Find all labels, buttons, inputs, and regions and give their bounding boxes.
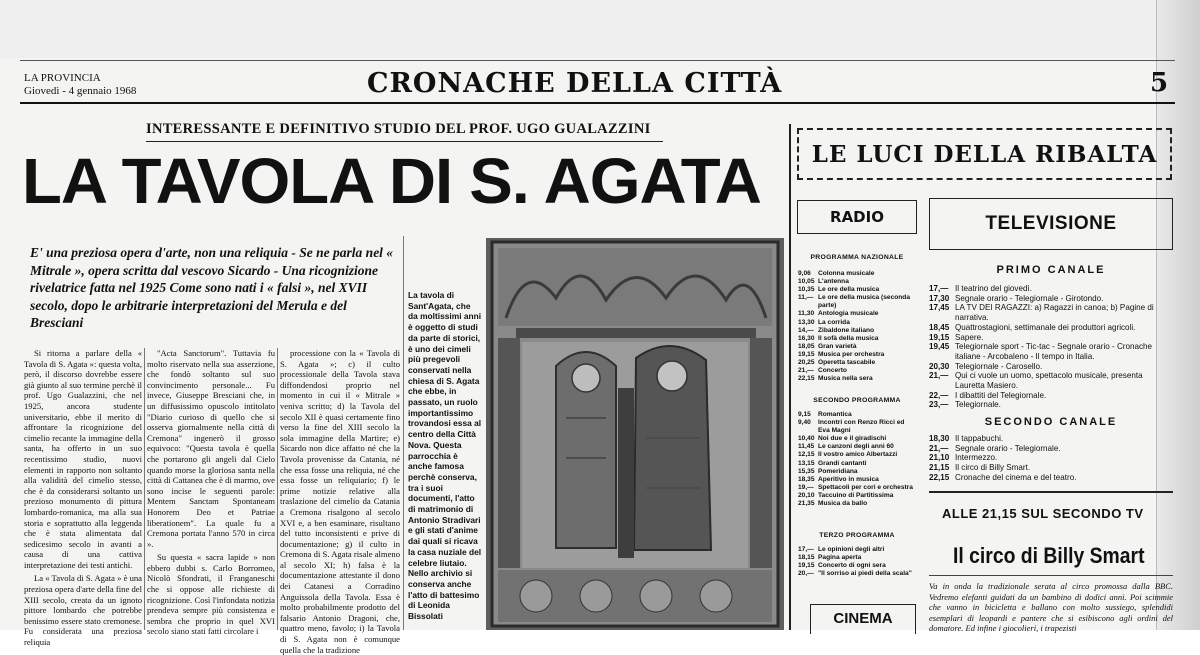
radio-third-row	[798, 546, 918, 554]
tv-first-row	[929, 294, 1173, 304]
tv-first-header: PRIMO CANALE	[996, 264, 1106, 276]
tv-first-time: 17,45	[929, 303, 950, 313]
radio-second-row	[798, 492, 918, 500]
tv-first-time: 23,—	[929, 400, 949, 410]
radio-second-time: 10,40	[798, 435, 815, 443]
tv-first-show: Segnale orario - Telegiornale - Girotondo.	[955, 293, 1104, 303]
radio-second-time: 13,15	[798, 459, 815, 467]
radio-third-time: 19,15	[798, 562, 815, 570]
radio-second-row	[798, 451, 918, 459]
radio-third-row	[798, 554, 918, 562]
column-divider	[144, 348, 145, 630]
article-headline: LA TAVOLA DI S. AGATA	[22, 145, 761, 217]
radio-national-time: 22,15	[798, 375, 815, 383]
masthead-left	[24, 72, 136, 98]
radio-national-time: 14,—	[798, 326, 814, 334]
feature-title: Il circo di Billy Smart	[953, 543, 1145, 568]
paragraph: La « Tavola di S. Agata » è una preziosa opera d'arte della fine del XIII secolo, creata da un ignoto pittore lombardo che potrebbe benissimo essere stato cremonese. Fu considerata una preziosa reliquia	[24, 573, 142, 648]
radio-national-row	[798, 270, 918, 278]
radio-national-row	[798, 319, 918, 327]
tv-first-show: Quattrostagioni, settimanale dei produttori agricoli.	[955, 322, 1136, 332]
radio-second-show: Romantica	[818, 411, 852, 418]
paragraph: Si ritorna a parlare della « Tavola di S. Agata »: questa volta, però, il discorso dovrebbe essere già giunto al suo termine perchè il prof. Ugo Gualazzini, che nel 1925, ancora studente universitario, ebbe il merito di affrontare la ricognizione del cimelio recante la immagine della santa, ha offerto in un suo recentissimo studio, nuovi elementi in rapporto non soltanto alla validità del cimelio stesso, che è da considerarsi soltanto un prezioso monumento di pittura lombardo-romanica, ma alla sua storia e soprattutto alla leggenda che è stata alimentata dal sedicesimo secolo in avanti a causa di una cattiva interpretazione dei testi antichi.	[24, 348, 142, 570]
tv-first-row	[929, 303, 1173, 322]
radio-second-row	[798, 435, 918, 443]
radio-national-row	[798, 343, 918, 351]
radio-national-time: 9,06	[798, 270, 811, 277]
radio-third-show: Le opinioni degli altri	[818, 546, 885, 553]
radio-second-show: Incontri con Renzo Ricci ed Eva Magni	[818, 419, 905, 435]
tv-first-time: 21,—	[929, 371, 949, 381]
radio-national-time: 20,25	[798, 359, 815, 367]
radio-national-time: 18,05	[798, 342, 815, 350]
article-kicker: INTERESSANTE E DEFINITIVO STUDIO DEL PROF. UGO GUALAZZINI	[146, 121, 651, 137]
radio-national-time: 11,30	[798, 310, 815, 318]
tv-second-time: 21,—	[929, 443, 949, 453]
radio-second-row	[798, 460, 918, 468]
radio-national-time: 10,05	[798, 278, 815, 286]
radio-national-time: 19,15	[798, 350, 815, 358]
radio-second-show: Musica da ballo	[818, 500, 868, 508]
tv-first-show: Il teatrino del giovedì.	[955, 284, 1032, 293]
kicker-underline	[146, 141, 663, 142]
folio-top-rule	[20, 60, 1175, 61]
tv-second-time: 22,15	[929, 472, 950, 482]
tv-second-time: 18,30	[929, 434, 950, 443]
radio-national-row	[798, 294, 918, 310]
feature-title-rule	[929, 575, 1173, 576]
tv-first-time: 17,—	[929, 284, 949, 293]
radio-second-show: Taccuino di Partitissima	[818, 491, 894, 499]
radio-second-show: Aperitivo in musica	[818, 475, 879, 483]
radio-second-row	[798, 476, 918, 484]
tv-first-show: Telegiornale.	[955, 400, 1001, 410]
tv-first-show: Telegiornale sport - Tic-tac - Segnale orario - Cronache italiane - Arcobaleno - Il tempo in Italia.	[955, 342, 1153, 361]
radio-national-show: Le ore della musica	[818, 286, 880, 294]
radio-second-header: SECONDO PROGRAMMA	[813, 397, 901, 404]
radio-second-time: 15,35	[798, 467, 815, 475]
radio-second-show: Grandi cantanti	[818, 459, 867, 467]
tv-first-time: 22,—	[929, 390, 949, 400]
cinema-box: CINEMA	[810, 604, 916, 634]
tv-first-show: I dibattiti del Telegiornale.	[955, 390, 1047, 400]
radio-national-row	[798, 351, 918, 359]
page-number: 5	[1150, 68, 1169, 98]
radio-national-show: Le ore della musica (seconda parte)	[818, 294, 910, 310]
tv-second-show: Il circo di Billy Smart.	[955, 463, 1031, 473]
radio-second-row	[798, 484, 918, 492]
radio-third-row	[798, 562, 918, 570]
tavola-painting-image	[486, 238, 784, 630]
paper-name: LA PROVINCIA	[24, 72, 101, 84]
article-deck: E' una preziosa opera d'arte, non una reliquia - Se ne parla nel « Mitrale », opera scritta dal vescovo Sicardo - Una ricognizione rivelatrice fatta nel 1925 Come sono nati i « falsi », nel XVII secolo, dopo le arbitrarie interpretazioni del Merula e del Bresciani	[30, 245, 394, 330]
tv-first-time: 20,30	[929, 361, 950, 371]
ribalta-banner	[797, 128, 1172, 180]
tv-second-row	[929, 473, 1173, 483]
tv-first-show: Telegiornale - Carosello.	[955, 361, 1043, 371]
radio-third-header: TERZO PROGRAMMA	[819, 532, 895, 539]
tv-second-row	[929, 444, 1173, 454]
radio-national-time: 16,30	[798, 334, 815, 342]
radio-third-time: 18,15	[798, 554, 815, 562]
tv-box: TELEVISIONE	[929, 198, 1173, 250]
radio-national-time: 11,—	[798, 294, 814, 302]
article-column-2	[147, 348, 275, 637]
radio-national-row	[798, 327, 918, 335]
sidebar-divider	[789, 124, 791, 630]
radio-national-time: 13,30	[798, 318, 815, 326]
radio-national-list	[798, 270, 918, 383]
radio-second-time: 9,40	[798, 419, 811, 427]
radio-national-show: Concerto	[818, 367, 847, 375]
radio-national-show: Antologia musicale	[818, 310, 879, 318]
tv-first-time: 17,30	[929, 293, 950, 303]
tv-second-row	[929, 463, 1173, 473]
tavola-photo	[486, 238, 784, 630]
radio-second-list	[798, 411, 918, 508]
radio-third-list	[798, 546, 918, 578]
paragraph: processione con la « Tavola di S. Agata »; c) il culto processionale della Tavola stava diffondendosi proprio nel momento in cui il « Mitrale » veniva scritto; d) la Tavola del secolo XII è quasi certamente fino verso la fine del XIII secolo la sola immagine della Martire; e) Sicardo non dice affatto né che la Tavola provenisse da Catania, né che essa fosse una reliquia, né che essa fosse un reliquiario; f) le prime notizie relative alla traslazione del cimelio da Catania a Cremona risalgono al secolo XVI e, a ben esaminare, risultano del tutto inconsistenti e prive di documentazione; g) il culto in Cremona di S. Agata risale almeno al secolo XI; h) falsa è la documentazione attestante il dono dei Catanesi a Corradino Anguissola della Tavola. Essa è molto probabilmente prodotto del falsario Antonio Dragoni, che, quattro meno, favolo; i) la Tavola di S. Agata non è comunque quella che la tradizione	[280, 348, 400, 655]
tv-second-list	[929, 434, 1173, 483]
radio-national-show: Musica nella sera	[818, 375, 873, 383]
radio-second-row	[798, 500, 918, 508]
radio-national-show: Musica per orchestra	[818, 350, 885, 358]
folio-rule	[20, 102, 1175, 104]
radio-second-row	[798, 419, 918, 435]
radio-second-row	[798, 411, 918, 419]
radio-second-show: Le canzoni degli anni 60	[818, 443, 894, 451]
tv-first-row	[929, 333, 1173, 343]
tv-first-row	[929, 342, 1173, 361]
feature-kicker: ALLE 21,15 SUL SECONDO TV	[942, 506, 1144, 521]
radio-national-show: Zibaldone italiano	[818, 326, 875, 334]
tv-second-show: Intermezzo.	[955, 453, 998, 463]
previous-page-bleed	[0, 0, 1200, 58]
radio-national-show: Il sofà della musica	[818, 334, 879, 342]
radio-second-time: 11,45	[798, 443, 815, 451]
tv-second-row	[929, 434, 1173, 444]
tv-second-time: 21,10	[929, 453, 950, 463]
article-column-3	[280, 348, 400, 655]
radio-second-row	[798, 468, 918, 476]
radio-second-show: Noi due e il giradischi	[818, 435, 887, 443]
article-column-1	[24, 348, 142, 648]
tv-first-show: Qui ci vuole un uomo, spettacolo musicale, presenta Lauretta Masiero.	[955, 371, 1143, 391]
radio-national-show: L'antenna	[818, 278, 849, 286]
radio-third-show: "Il sorriso ai piedi della scala"	[818, 570, 912, 578]
radio-second-time: 19,—	[798, 483, 814, 491]
radio-third-show: Concerto di ogni sera	[818, 562, 886, 570]
radio-national-show: La corrida	[818, 318, 850, 326]
radio-second-time: 9,15	[798, 411, 811, 418]
radio-national-show: Gran varietà	[818, 342, 857, 350]
radio-third-time: 17,—	[798, 546, 814, 553]
radio-national-time: 10,35	[798, 286, 815, 294]
tv-first-show: Sapere.	[955, 332, 984, 342]
feature-text: Va in onda la tradizionale serata al circo promossa dalla BBC. Vedremo elefanti guidati da un bambino di dodici anni. Poi scimmie che vanno in bicicletta e ballano con molto sussiego, splendidi esemplari di leopardi e pantere che si esibiscono agli ordini del domatore. Ed infine i giocolieri, i trapezisti	[929, 581, 1173, 633]
radio-national-show: Colonna musicale	[818, 270, 875, 277]
radio-national-row	[798, 335, 918, 343]
radio-national-row	[798, 278, 918, 286]
radio-national-row	[798, 310, 918, 318]
radio-second-time: 20,10	[798, 491, 815, 499]
ribalta-title: LE LUCI DELLA RIBALTA	[811, 140, 1158, 168]
section-title: CRONACHE DELLA CITTÀ	[367, 68, 783, 99]
radio-national-row	[798, 286, 918, 294]
radio-third-row	[798, 570, 918, 578]
tv-first-row	[929, 323, 1173, 333]
tv-first-time: 19,45	[929, 342, 950, 352]
radio-national-header: PROGRAMMA NAZIONALE	[810, 254, 904, 261]
tv-first-row	[929, 391, 1173, 401]
tv-first-row	[929, 371, 1173, 390]
issue-date: Giovedì - 4 gennaio 1968	[24, 85, 137, 97]
tv-first-time: 19,15	[929, 332, 950, 342]
radio-national-row	[798, 359, 918, 367]
radio-national-row	[798, 375, 918, 383]
tv-first-row	[929, 400, 1173, 410]
paragraph: Su questa « sacra lapide » non ebbero dubbi s. Carlo Borromeo, Nicolò Sfondrati, il Franganeschi che si oppose alle richieste di ricognizione. Così l'infondata notizia prendeva sempre più consistenza e sembra che proprio in quel XVI secolo siano stati fatti circolare i	[147, 552, 275, 637]
radio-national-show: Operetta tascabile	[818, 359, 876, 367]
tv-first-row	[929, 362, 1173, 372]
radio-second-time: 18,35	[798, 475, 815, 483]
tv-second-show: Il tappabuchi.	[955, 434, 1004, 443]
tv-second-row	[929, 453, 1173, 463]
tv-second-header: SECONDO CANALE	[984, 416, 1118, 428]
tv-first-time: 18,45	[929, 322, 950, 332]
tv-first-list	[929, 284, 1173, 410]
tv-second-show: Segnale orario - Telegiornale.	[955, 443, 1061, 453]
tv-second-show: Cronache del cinema e del teatro.	[955, 472, 1077, 482]
radio-second-row	[798, 443, 918, 451]
column-divider	[277, 348, 278, 630]
radio-second-time: 12,15	[798, 451, 815, 459]
radio-national-time: 21,—	[798, 367, 814, 375]
tv-first-show: LA TV DEI RAGAZZI: a) Ragazzi in canoa; b) Pagine di narrativa.	[955, 303, 1154, 323]
radio-box: RADIO	[797, 200, 917, 234]
radio-second-time: 21,35	[798, 500, 815, 508]
tv-second-time: 21,15	[929, 463, 950, 473]
radio-third-show: Pagina aperta	[818, 554, 862, 562]
feature-rule	[929, 491, 1173, 493]
radio-second-show: Spettacoli per cori e orchestra	[818, 483, 913, 491]
tv-first-row	[929, 284, 1173, 294]
radio-national-row	[798, 367, 918, 375]
radio-third-time: 20,—	[798, 570, 814, 578]
radio-second-show: Il vostro amico Albertazzi	[818, 451, 898, 459]
column-divider	[403, 236, 404, 630]
paragraph: "Acta Sanctorum". Tuttavia fu molto riservato nella sua asserzione, che fondò soltanto sul suo convincimento personale... Fu invece, Giuseppe Bresciani che, in un diffusissimo opuscolo intitolato "Diario curioso di quello che si osserva giornalmente nella città di Cremona" ingenerò il grosso equivoco: "Questa tavola è quella che portarono gli angeli dal Cielo quando morse la gloriosa santa nella città di Cattanea che è di marmo, ove sono incise le seguenti parole: Mentem Sanctam Spontaneam Honorem Deo et Patriae liberationem". La quale fu a Cremona portata l'anno 570 in circa ».	[147, 348, 275, 549]
photo-caption: La tavola di Sant'Agata, che da moltissimi anni è oggetto di studi da parte di storici, è uno dei cimeli più pregevoli conservati nella chiesa di S. Agata che ebbe, in passato, un ruolo importantissimo trovandosi essa al centro della Città Nova. Questa parrocchia è anche famosa perchè conserva, tra i suoi documenti, l'atto di matrimonio di Antonio Stradivari e gli stati d'anime dai quali si ricava la casa nuziale del celebre liutaio. Nello archivio si conserva anche l'atto di battesimo di Leonida Bissolati	[408, 290, 482, 622]
radio-second-show: Pomeridiana	[818, 467, 858, 475]
